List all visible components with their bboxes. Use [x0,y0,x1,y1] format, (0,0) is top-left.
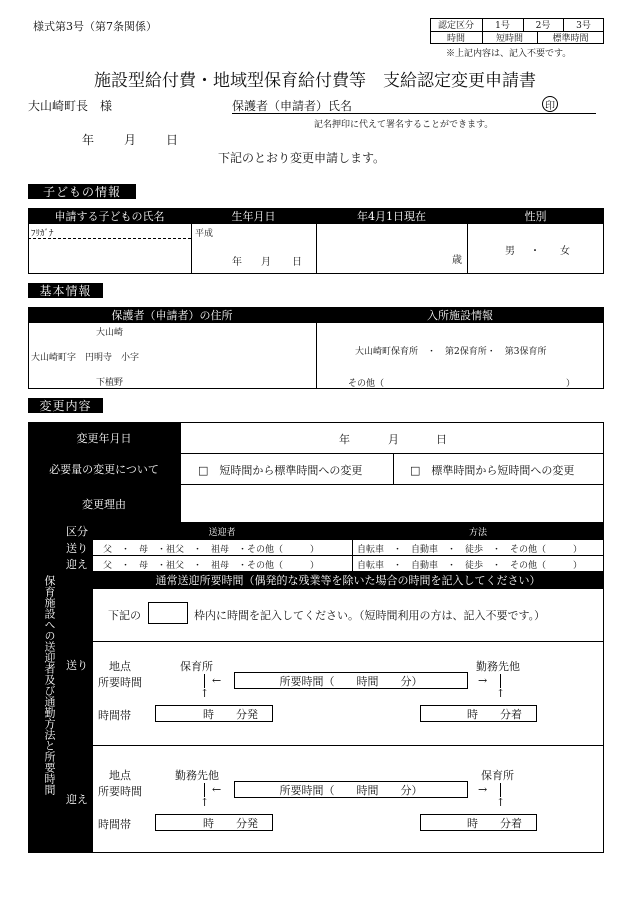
change-reason-label: 変更理由 [82,497,126,511]
change-reason-field[interactable] [181,485,603,522]
cert-col2: 2号 [535,21,551,31]
okuri-place-label: 地点 [109,660,131,673]
okuri-from-nursery: 保育所 [180,660,213,673]
okuri-escorts[interactable]: 父 ・ 母 ・祖父 ・ 祖母 ・その他（ ） [103,545,320,555]
sample-time-box [148,602,188,624]
kubun-label: 区分 [66,525,88,538]
need-change-label: 必要量の変更について [49,462,159,476]
birth-year-label: 年 [232,257,242,268]
cert-col3: 3号 [576,21,591,31]
child-name-field[interactable] [29,239,190,273]
mukae-right-arrow: → [478,783,488,796]
intro-text: 下記のとおり変更申請します。 [218,151,386,165]
header-guardian-address: 保護者（申請者）の住所 [111,308,233,322]
cert-category-label: 認定区分 [437,21,474,31]
mukae-depart-box[interactable]: 時 分発 [155,814,273,831]
okuri-duration-box[interactable]: 所要時間（ 時間 分） [234,672,468,689]
option-standard-to-short[interactable]: □ 標準時間から短時間への変更 [410,464,575,477]
okuri-duration-label: 所要時間 [98,676,142,689]
cert-short-time: 短時間 [495,34,523,44]
escort-header: 送迎者 [208,527,236,538]
address-oyamazaki[interactable]: 大山崎 [96,328,124,338]
cert-note: ※上記内容は、記入不要です。 [446,49,572,59]
mukae-up-arrow-right: ↑ [496,796,506,809]
okuri-right-arrow: → [478,674,488,687]
seal-mark: 印 [542,96,558,112]
section-change-content: 変更内容 [28,398,103,413]
okuri-left-arrow: ← [212,674,222,687]
birth-month-label: 月 [261,257,271,268]
header-age-as-of: 年4月1日現在 [357,209,426,223]
section-child-info: 子どもの情報 [28,184,136,199]
date-day-label: 日 [166,133,179,147]
normal-commute-header: 通常送迎所要時間（偶発的な残業等を除いた場合の時間を記入してください） [155,574,541,587]
mukae-label: 迎え [66,558,88,571]
instruction-prefix: 下記の [108,609,141,622]
mukae-escorts[interactable]: 父 ・ 母 ・祖父 ・ 祖母 ・その他（ ） [103,561,320,571]
birth-day-label: 日 [292,257,302,268]
address-enmyoji[interactable]: 大山崎町字 円明寺 小字 [31,353,140,363]
cert-standard-time: 標準時間 [552,34,589,44]
okuri-depart-box[interactable]: 時 分発 [155,705,273,722]
okuri-to-workplace: 勤務先他 [476,660,520,673]
okuri-timeslot-label: 時間帯 [98,709,131,722]
mukae-to-nursery: 保育所 [481,769,514,782]
transport-vertical-label: 保育施設への送迎者及び通勤方法と所要時間 [43,575,56,795]
age-unit-label: 歳 [452,255,462,266]
mukae-arrive-box[interactable]: 時 分着 [420,814,537,831]
mukae-timeslot-label: 時間帯 [98,818,131,831]
mukae-block-label: 迎え [66,793,88,806]
okuri-methods[interactable]: 自転車 ・ 自動車 ・ 徒歩 ・ その他（ ） [357,545,583,555]
method-header: 方法 [468,527,487,538]
addressee: 大山崎町長 様 [28,99,113,113]
mukae-from-workplace: 勤務先他 [175,769,219,782]
section-basic-info: 基本情報 [28,283,103,298]
address-shimoueno[interactable]: 下植野 [96,378,124,388]
applicant-label: 保護者（申請者）氏名 [232,99,353,113]
date-year-label: 年 [82,133,95,147]
furigana-label: ﾌﾘｶﾞﾅ [31,229,54,239]
cert-col1: 1号 [495,21,510,31]
gender-separator: ・ [530,246,540,257]
cert-time-label: 時間 [446,34,465,44]
mukae-place-label: 地点 [109,769,131,782]
mukae-left-arrow: ← [212,783,222,796]
gender-female[interactable]: 女 [560,246,570,257]
change-day-label: 日 [436,433,447,446]
era-label: 平成 [195,229,214,239]
mukae-up-arrow-left: ↑ [200,796,210,809]
option-short-to-standard[interactable]: □ 短時間から標準時間への変更 [198,464,363,477]
mukae-methods[interactable]: 自転車 ・ 自動車 ・ 徒歩 ・ その他（ ） [357,561,583,571]
change-year-label: 年 [339,433,350,446]
applicant-name-field[interactable] [232,113,596,114]
change-month-label: 月 [388,433,399,446]
facility-other[interactable]: その他（ [348,379,385,389]
instruction-text: 枠内に時間を記入してください。（短時間利用の方は、記入不要です。） [194,609,546,622]
okuri-block-label: 送り [66,659,88,672]
form-number: 様式第3号（第7条関係） [33,20,157,33]
okuri-arrive-box[interactable]: 時 分着 [420,705,537,722]
header-birthdate: 生年月日 [231,209,276,223]
change-date-label: 変更年月日 [76,431,132,445]
date-month-label: 月 [124,133,137,147]
okuri-label: 送り [66,542,88,555]
header-gender: 性別 [524,209,547,223]
mukae-duration-box[interactable]: 所要時間（ 時間 分） [234,781,468,798]
header-child-name: 申請する子どもの氏名 [54,209,165,223]
signature-note: 記名押印に代えて署名することができます。 [314,120,494,130]
page-title: 施設型給付費・地域型保育給付費等 支給認定変更申請書 [94,71,536,91]
facility-other-close: ） [566,379,576,389]
okuri-up-arrow-right: ↑ [496,687,506,700]
gender-male[interactable]: 男 [505,246,515,257]
header-facility-info: 入所施設情報 [427,308,493,322]
okuri-up-arrow-left: ↑ [200,687,210,700]
mukae-duration-label: 所要時間 [98,785,142,798]
facility-options[interactable]: 大山崎町保育所 ・ 第2保育所・ 第3保育所 [355,347,547,357]
